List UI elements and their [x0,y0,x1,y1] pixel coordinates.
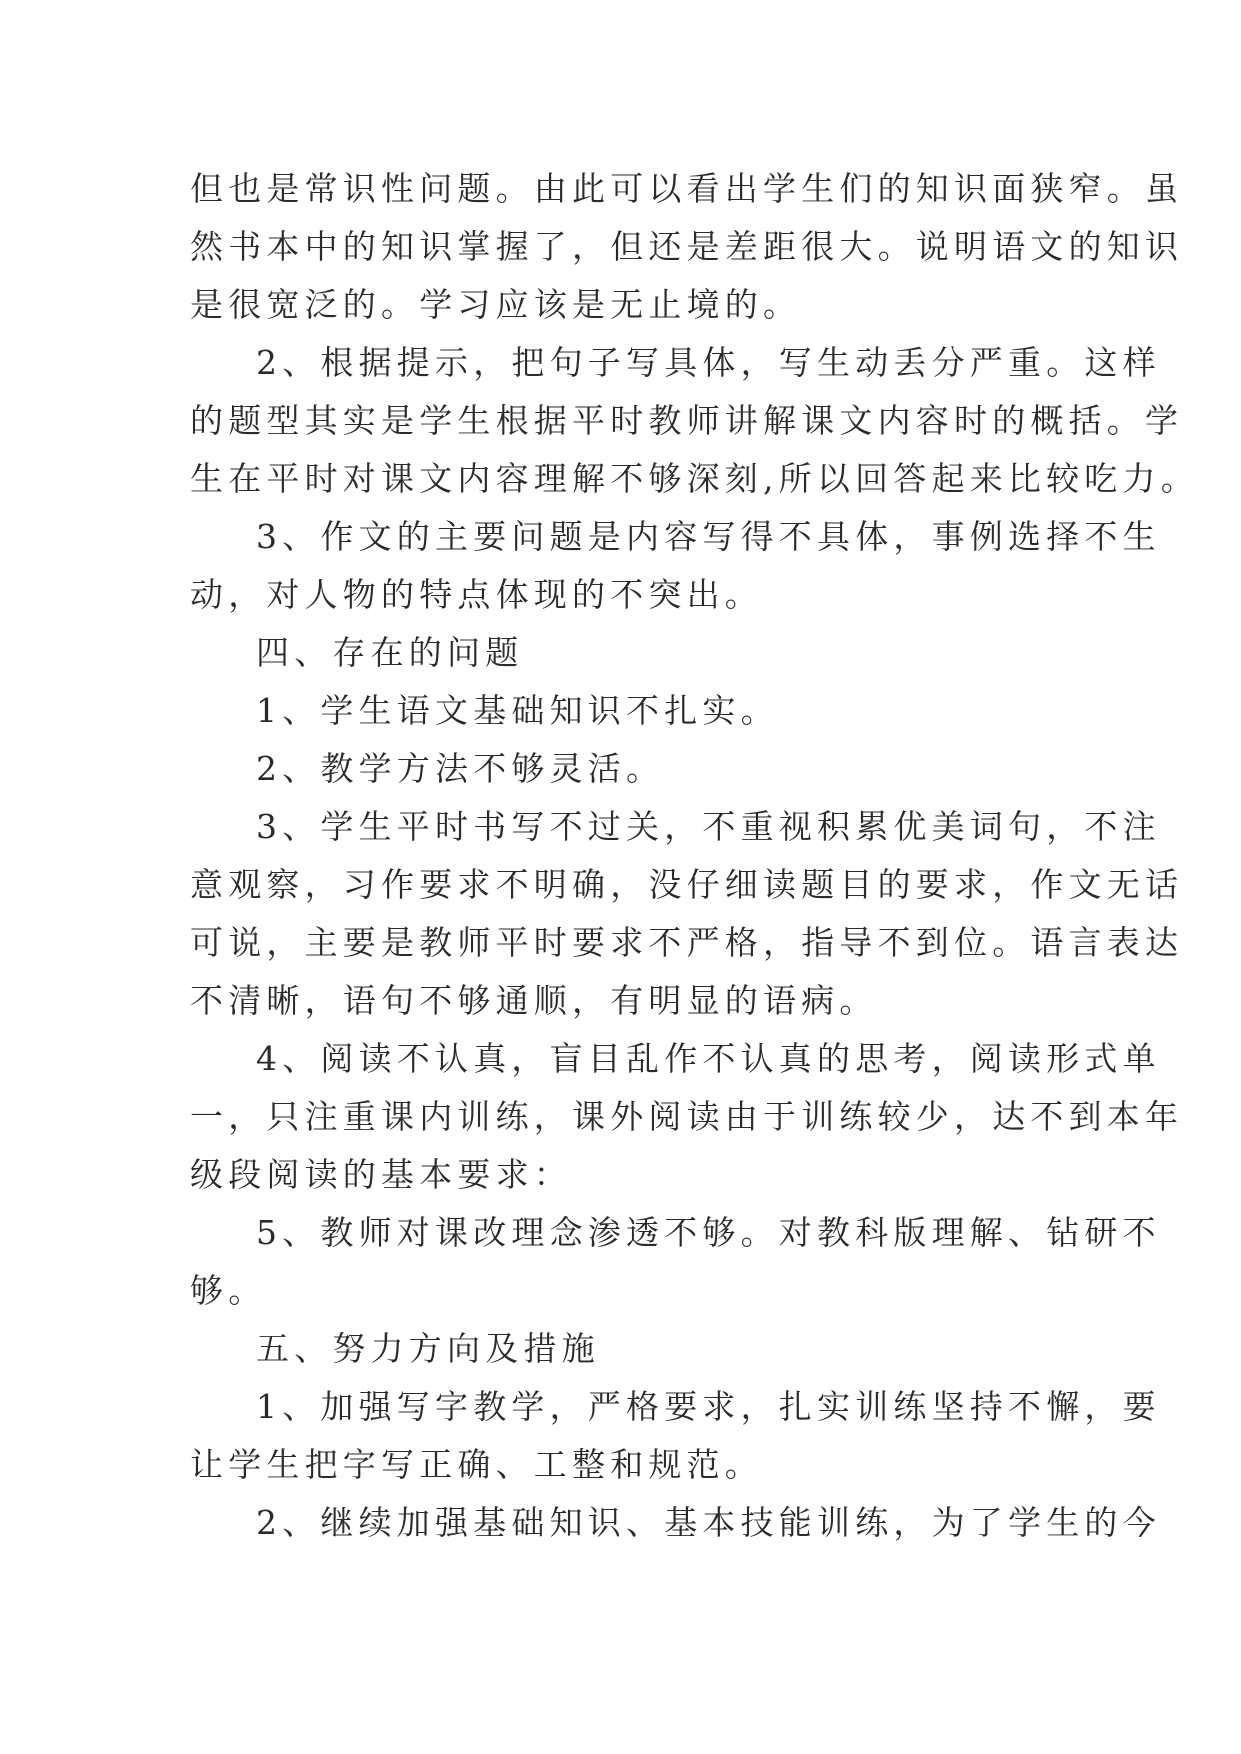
text-line: 3、学生平时书写不过关，不重视积累优美词句，不注 [256,807,1161,846]
text-line: 的题型其实是学生根据平时教师讲解课文内容时的概括。学 [190,401,1184,440]
text-line: 然书本中的知识掌握了，但还是差距很大。说明语文的知识 [190,227,1184,266]
text-line: 2、继续加强基础知识、基本技能训练，为了学生的今 [256,1503,1161,1542]
section-heading: 四、存在的问题 [256,633,524,672]
text-line: 动，对人物的特点体现的不突出。 [190,575,763,614]
text-line: 级段阅读的基本要求： [190,1155,572,1194]
text-line: 5、教师对课改理念渗透不够。对教科版理解、钻研不 [256,1213,1161,1252]
text-line: 4、阅读不认真，盲目乱作不认真的思考，阅读形式单 [256,1039,1161,1078]
document-body [190,160,1199,1552]
text-line: 2、根据提示，把句子写具体，写生动丢分严重。这样 [256,343,1161,382]
section-heading: 五、努力方向及措施 [256,1329,600,1368]
text-line: 1、加强写字教学，严格要求，扎实训练坚持不懈，要 [256,1387,1161,1426]
text-line: 1、学生语文基础知识不扎实。 [256,691,779,730]
text-line: 2、教学方法不够灵活。 [256,749,665,788]
text-line: 可说，主要是教师平时要求不严格，指导不到位。语言表达 [190,923,1184,962]
text-line: 是很宽泛的。学习应该是无止境的。 [190,285,802,324]
text-line: 不清晰，语句不够通顺，有明显的语病。 [190,981,878,1020]
text-line: 一，只注重课内训练，课外阅读由于训练较少，达不到本年 [190,1097,1184,1136]
text-line: 3、作文的主要问题是内容写得不具体，事例选择不生 [256,517,1161,556]
text-line: 够。 [190,1271,267,1310]
text-line: 生在平时对课文内容理解不够深刻,所以回答起来比较吃力。 [190,459,1199,498]
text-line: 但也是常识性问题。由此可以看出学生们的知识面狭窄。虽 [190,169,1184,208]
text-line: 意观察，习作要求不明确，没仔细读题目的要求，作文无话 [190,865,1184,904]
text-line: 让学生把字写正确、工整和规范。 [190,1445,763,1484]
